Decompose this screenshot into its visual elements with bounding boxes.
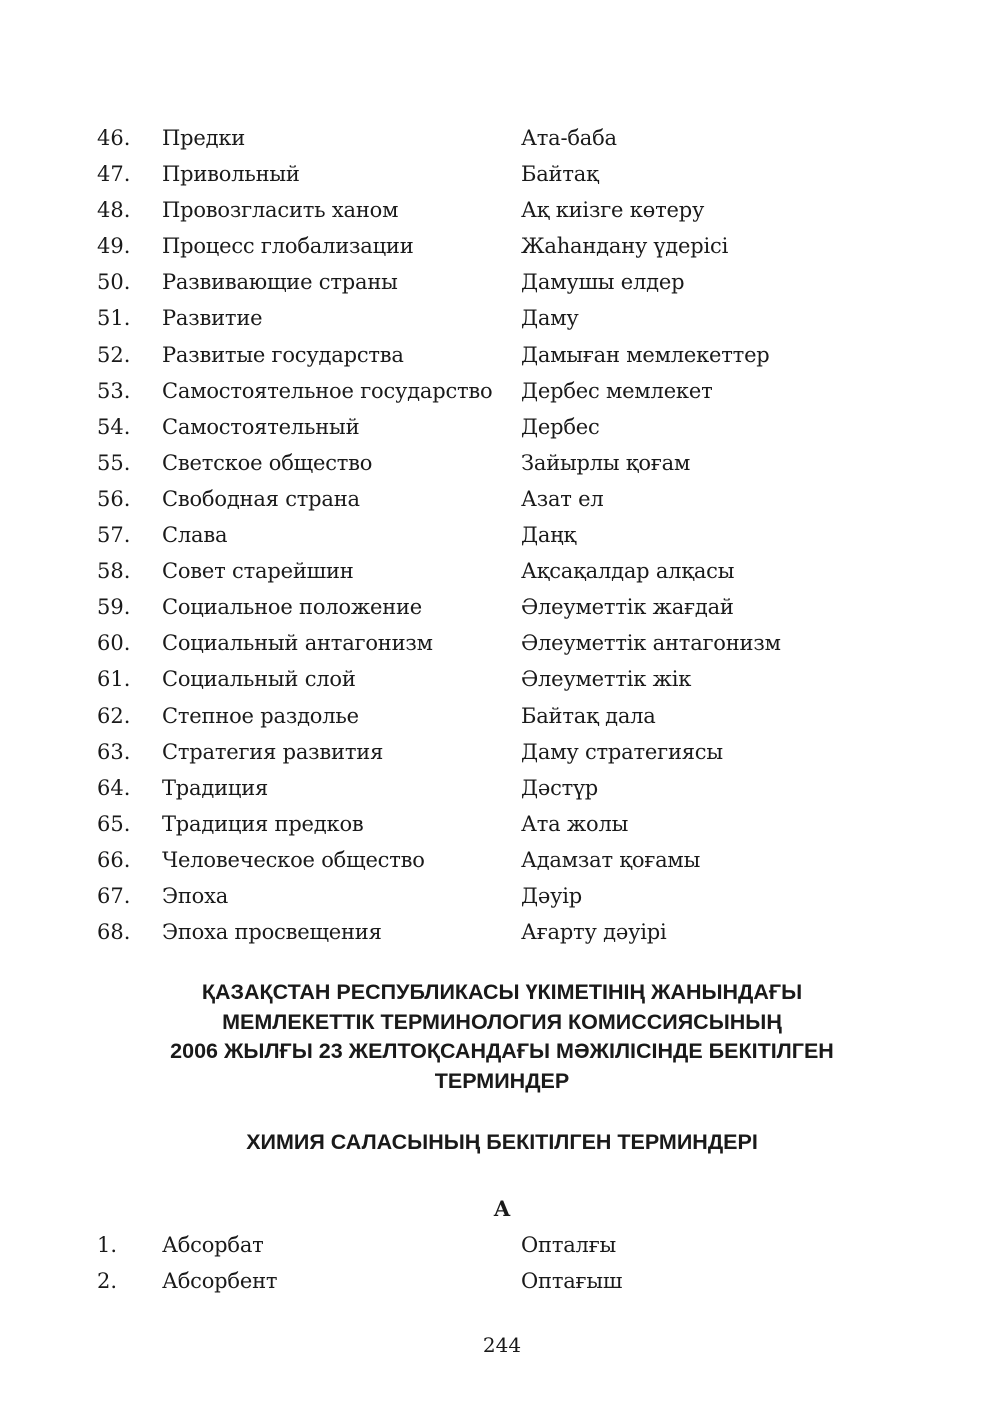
term-russian: Самостоятельный [162,414,360,439]
term-row [0,553,1004,589]
term-row [0,1227,1004,1263]
term-row [0,156,1004,192]
term-kazakh: Зайырлы қоғам [521,450,691,475]
term-russian: Абсорбент [162,1269,278,1294]
term-row [0,445,1004,481]
term-kazakh: Дәстүр [521,775,598,800]
term-number: 60. [97,631,131,656]
term-number: 52. [97,342,131,367]
term-row [0,842,1004,878]
term-number: 53. [97,378,131,403]
term-number: 66. [97,847,131,872]
term-kazakh: Дербес мемлекет [521,378,713,403]
page-number: 244 [482,1333,522,1357]
term-number: 47. [97,162,131,187]
term-number: 68. [97,920,131,945]
term-russian: Социальное положение [162,595,423,620]
term-kazakh: Дербес [521,414,600,439]
term-russian: Степное раздолье [162,703,359,728]
term-number: 49. [97,234,131,259]
term-russian: Привольный [162,162,300,187]
term-russian: Свободная страна [162,486,360,511]
term-row [0,481,1004,517]
term-kazakh: Даңқ [521,523,576,548]
term-kazakh: Байтақ дала [521,703,656,728]
term-number: 2. [97,1269,118,1294]
term-number: 54. [97,414,131,439]
term-russian: Развитые государства [162,342,404,367]
term-row [0,120,1004,156]
term-russian: Развивающие страны [162,270,398,295]
term-row [0,914,1004,950]
term-number: 59. [97,595,131,620]
term-row [0,625,1004,661]
term-russian: Социальный слой [162,667,356,692]
term-number: 51. [97,306,131,331]
term-russian: Эпоха просвещения [162,920,382,945]
term-kazakh: Жаһандану үдерісі [521,234,729,259]
term-russian: Самостоятельное государство [162,378,493,403]
term-row [0,300,1004,336]
term-russian: Предки [162,126,246,150]
main-heading-line: МЕМЛЕКЕТТІК ТЕРМИНОЛОГИЯ КОМИССИЯСЫНЫҢ [222,1009,782,1034]
term-number: 55. [97,450,131,475]
term-row [0,409,1004,445]
term-number: 46. [97,126,131,150]
term-number: 56. [97,486,131,511]
term-kazakh: Әлеуметтік жік [521,667,692,692]
term-number: 1. [97,1233,118,1257]
term-row [0,192,1004,228]
term-row [0,661,1004,697]
term-kazakh: Даму стратегиясы [521,739,723,764]
term-number: 64. [97,775,131,800]
term-row [0,337,1004,373]
term-russian: Эпоха [162,883,229,908]
term-kazakh: Даму [521,306,579,331]
term-row [0,589,1004,625]
term-russian: Традиция предков [162,811,364,836]
term-number: 61. [97,667,131,692]
term-kazakh: Ата-баба [521,126,617,150]
term-row [0,878,1004,914]
main-heading [0,978,1004,1096]
term-row [0,228,1004,264]
term-kazakh: Байтақ [521,162,599,187]
section-heading: ХИМИЯ САЛАСЫНЫҢ БЕКІТІЛГЕН ТЕРМИНДЕРІ [246,1130,758,1154]
term-number: 62. [97,703,131,728]
term-kazakh: Әлеуметтік антагонизм [521,631,781,656]
term-number: 58. [97,559,131,584]
term-kazakh: Дамушы елдер [521,270,685,295]
term-row [0,1263,1004,1299]
term-kazakh: Ағарту дәуірі [521,920,667,945]
term-kazakh: Оптағыш [521,1269,623,1294]
term-russian: Стратегия развития [162,739,384,764]
term-kazakh: Дамыған мемлекеттер [521,342,770,367]
term-russian: Традиция [162,775,269,800]
term-row [0,517,1004,553]
main-heading-line: ТЕРМИНДЕР [434,1068,570,1093]
term-row [0,698,1004,734]
term-russian: Слава [162,523,228,548]
term-number: 67. [97,883,131,908]
term-kazakh: Ақ киізге көтеру [521,198,705,223]
term-row [0,734,1004,770]
term-russian: Человеческое общество [162,847,425,872]
term-russian: Процесс глобализации [162,234,414,259]
term-list-continued [0,120,1004,950]
term-kazakh: Ақсақалдар алқасы [521,559,735,584]
term-row [0,806,1004,842]
term-kazakh: Адамзат қоғамы [521,847,701,872]
term-number: 48. [97,198,131,223]
term-kazakh: Әлеуметтік жағдай [521,595,734,620]
term-russian: Социальный антагонизм [162,631,433,656]
main-heading-line: 2006 ЖЫЛҒЫ 23 ЖЕЛТОҚСАНДАҒЫ МӘЖІЛІСІНДЕ БЕКІТІЛГЕН [170,1039,834,1063]
term-russian: Совет старейшин [162,559,354,584]
term-list-chemistry [0,1227,1004,1299]
term-russian: Развитие [162,306,263,331]
term-row [0,264,1004,300]
term-number: 65. [97,811,131,836]
term-number: 63. [97,739,131,764]
term-kazakh: Ата жолы [521,811,629,836]
term-row [0,770,1004,806]
term-kazakh: Азат ел [521,486,604,511]
alphabet-letter-heading: А [493,1196,511,1221]
term-russian: Провозгласить ханом [162,198,399,223]
term-russian: Светское общество [162,450,373,475]
main-heading-line: ҚАЗАҚСТАН РЕСПУБЛИКАСЫ ҮКІМЕТІНІҢ ЖАНЫНДАҒЫ [201,980,803,1004]
term-number: 57. [97,523,131,548]
term-kazakh: Дәуір [521,883,583,908]
term-kazakh: Опталғы [521,1233,616,1257]
term-russian: Абсорбат [162,1233,264,1257]
term-number: 50. [97,270,131,295]
term-row [0,373,1004,409]
